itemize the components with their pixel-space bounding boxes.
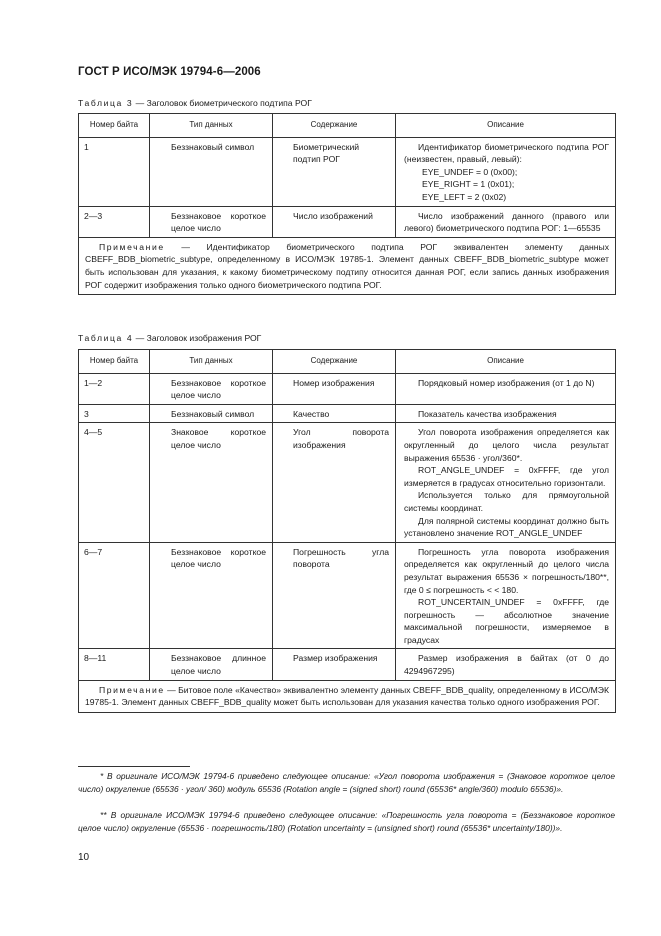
desc-text: ROT_ANGLE_UNDEF = 0xFFFF, где угол измеряется в градусах относительно горизонтали. xyxy=(404,465,609,488)
desc-text: Размер изображения в байтах (от 0 до 4294967295) xyxy=(404,653,609,677)
byte-cell: 2—3 xyxy=(79,206,150,237)
table-row xyxy=(79,206,616,237)
table3-note-row xyxy=(79,237,616,294)
table3-header-row xyxy=(79,114,616,138)
table4-col-content: Содержание xyxy=(273,350,396,374)
table4-col-type: Тип данных xyxy=(150,350,273,374)
type-cell: Беззнаковое короткое целое число xyxy=(150,542,273,649)
desc-cell xyxy=(396,404,616,423)
footnote-2: ** В оригинале ИСО/МЭК 19794-6 приведено следующее описание: «Погрешность угла поворота = (Беззнаковое короткое целое число) округление (65536 · погрешность/180) (Rotation uncertainty = (unsigned short) round (65536* uncertainty/180))». xyxy=(78,810,615,833)
page-number: 10 xyxy=(78,852,90,863)
table3-col-content: Содержание xyxy=(273,114,396,138)
desc-cell xyxy=(396,542,616,649)
table-row xyxy=(79,404,616,423)
byte-cell: 1—2 xyxy=(79,373,150,404)
code-line: EYE_RIGHT = 1 (0x01); xyxy=(422,179,515,190)
table4-note xyxy=(79,680,616,712)
note-label: Примечание xyxy=(99,241,165,252)
footnote-separator xyxy=(78,766,190,767)
desc-text: Порядковый номер изображения (от 1 до N) xyxy=(418,377,595,388)
byte-cell: 8—11 xyxy=(79,649,150,680)
table-row xyxy=(79,373,616,404)
byte-cell: 6—7 xyxy=(79,542,150,649)
table-row xyxy=(79,423,616,542)
desc-text: Погрешность угла поворота изображения определяется как округленный до целого числа результат выражения 65536 × погрешность/180**, где 0 ≤ погрешность < < 180. xyxy=(404,546,609,595)
table3-note xyxy=(79,237,616,294)
footnote-1: * В оригинале ИСО/МЭК 19794-6 приведено следующее описание: «Угол поворота изображения = (Знаковое короткое целое число) округление (65536 · угол/ 360) модуль 65536 (Rotation angle = (signed short) round (65536* angle/360) modulo 65536)». xyxy=(78,771,615,794)
desc-cell xyxy=(396,649,616,680)
code-line: EYE_LEFT = 2 (0x02) xyxy=(422,191,507,202)
desc-text: Угол поворота изображения определяется как округленный до целого числа результат выражения 65536 · угол/360*. xyxy=(404,427,609,463)
desc-text: ROT_UNCERTAIN_UNDEF = 0xFFFF, где погрешность — абсолютное значение максимальной погрешности, измеряемое в градусах xyxy=(404,597,609,645)
code-line: EYE_UNDEF = 0 (0x00); xyxy=(422,166,518,177)
note-text: — Битовое поле «Качество» эквивалентно элементу данных CBEFF_BDB_quality, определенному в ИСО/МЭК 19785-1. Элемент данных CBEFF_BDB_quality может быть использован для указания качества только одного изображения РОГ. xyxy=(85,684,609,708)
desc-text: Для полярной системы координат должно быть установлено значение ROT_ANGLE_UNDEF xyxy=(404,515,609,539)
byte-cell: 3 xyxy=(79,404,150,423)
content-cell: Число изображений xyxy=(273,206,396,237)
table3-caption-text: — Заголовок биометрического подтипа РОГ xyxy=(133,98,312,108)
note-label: Примечание xyxy=(99,684,165,695)
table4-note-row xyxy=(79,680,616,712)
desc-text: Идентификатор биометрического подтипа РОГ (неизвестен, правый, левый): xyxy=(404,141,609,165)
desc-text: Показатель качества изображения xyxy=(418,408,557,419)
type-cell: Беззнаковое короткое целое число xyxy=(150,373,273,404)
byte-cell: 4—5 xyxy=(79,423,150,542)
table4-col-desc: Описание xyxy=(396,350,616,374)
byte-cell: 1 xyxy=(79,137,150,206)
content-cell: Погрешность угла поворота xyxy=(273,542,396,649)
table4-caption-text: — Заголовок изображения РОГ xyxy=(133,333,262,343)
table3-col-byte: Номер байта xyxy=(79,114,150,138)
desc-text: Число изображений данного (правого или левого) биометрического подтипа РОГ: 1—65535 xyxy=(404,210,609,234)
table4-caption-label: Таблица 4 xyxy=(78,333,134,343)
document-header: ГОСТ Р ИСО/МЭК 19794-6—2006 xyxy=(78,66,261,78)
table3-caption xyxy=(78,98,312,108)
desc-cell xyxy=(396,423,616,542)
desc-cell xyxy=(396,206,616,237)
desc-cell xyxy=(396,137,616,206)
table4 xyxy=(78,349,616,713)
content-cell: Номер изображения xyxy=(273,373,396,404)
note-text: — Идентификатор биометрического подтипа РОГ эквивалентен элементу данных CBEFF_BDB_biometric_subtype, определенному в ИСО/МЭК 19785-1. Элемент данных CBEFF_BDB_biometric_subtype может быть использован для указания, к какому биометрическому подтипу относится данная РОГ, если запись данных изображения РОГ содержит изображения только одного биометрического подтипа РОГ. xyxy=(85,241,609,290)
table4-header-row xyxy=(79,350,616,374)
table-row xyxy=(79,542,616,649)
type-cell: Знаковое короткое целое число xyxy=(150,423,273,542)
table4-col-byte: Номер байта xyxy=(79,350,150,374)
content-cell: Качество xyxy=(273,404,396,423)
type-cell: Беззнаковое длинное целое число xyxy=(150,649,273,680)
table-row xyxy=(79,649,616,680)
content-cell: Биометрический подтип РОГ xyxy=(273,137,396,206)
type-cell: Беззнаковый символ xyxy=(150,404,273,423)
content-cell: Угол поворота изображения xyxy=(273,423,396,542)
table3-caption-label: Таблица 3 xyxy=(78,98,134,108)
table3 xyxy=(78,113,616,295)
desc-text: Используется только для прямоугольной системы координат. xyxy=(404,490,609,513)
table3-col-type: Тип данных xyxy=(150,114,273,138)
table3-col-desc: Описание xyxy=(396,114,616,138)
type-cell: Беззнаковое короткое целое число xyxy=(150,206,273,237)
content-cell: Размер изображения xyxy=(273,649,396,680)
desc-cell xyxy=(396,373,616,404)
table4-caption xyxy=(78,333,261,343)
table-row xyxy=(79,137,616,206)
type-cell: Беззнаковый символ xyxy=(150,137,273,206)
